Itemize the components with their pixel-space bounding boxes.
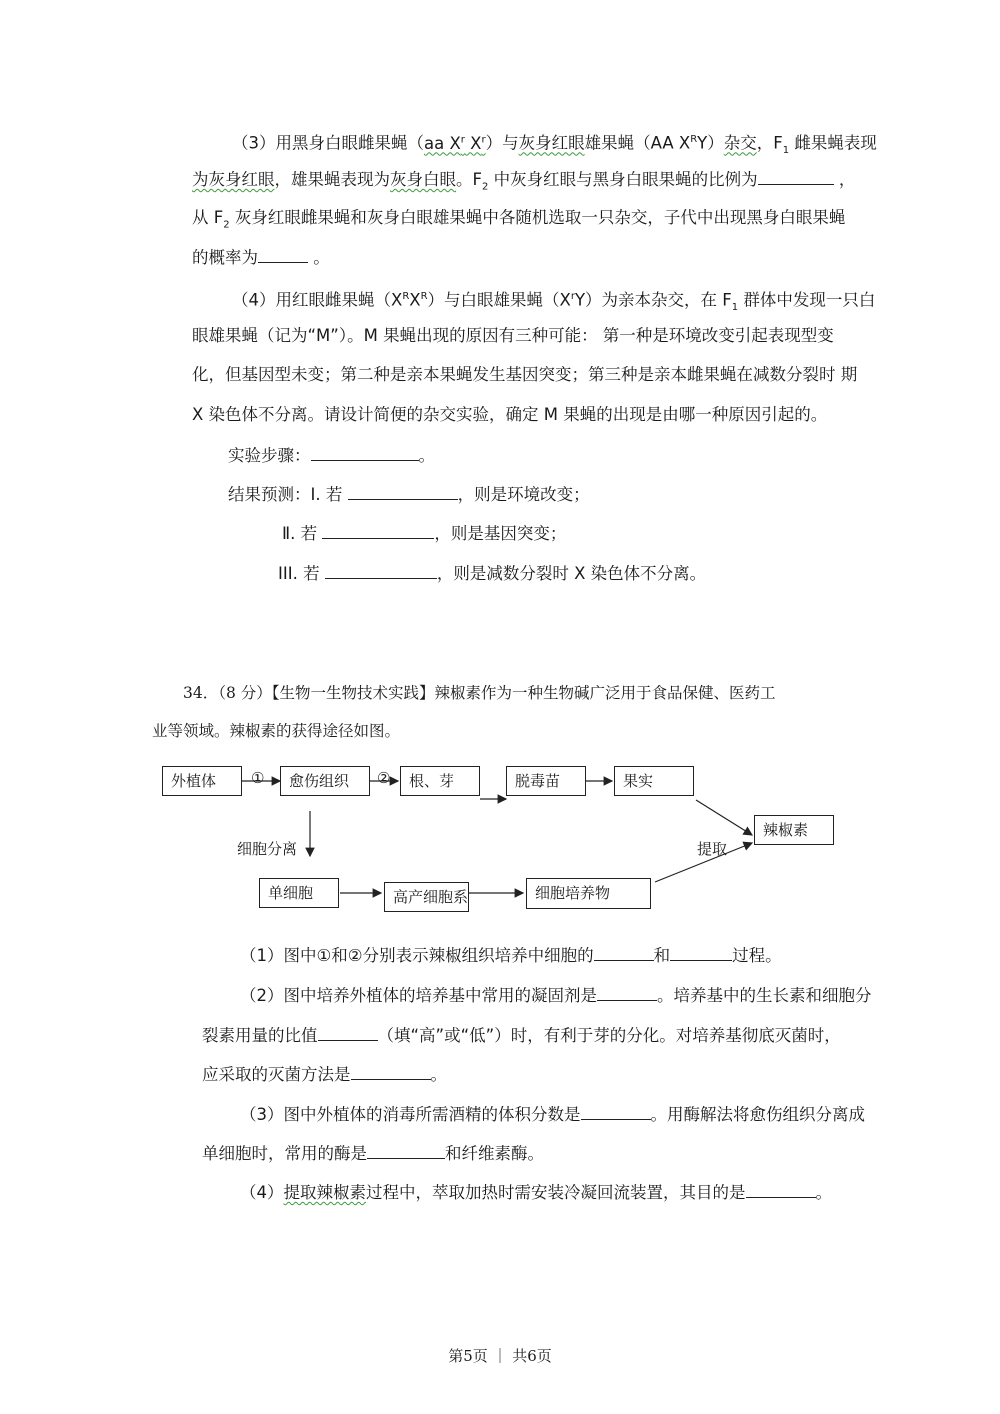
q3-line-4: 的概率为 。 xyxy=(192,248,330,267)
answer-blank[interactable] xyxy=(351,1063,431,1080)
answer-blank[interactable] xyxy=(594,944,654,961)
q34-part-2-line-1: （2）图中培养外植体的培养基中常用的凝固剂是 。培养基中的生长素和细胞分 xyxy=(240,986,872,1005)
experiment-steps: 实验步骤： 。 xyxy=(228,446,435,465)
step-2-label: ② xyxy=(377,769,391,787)
q4-line-2: 眼雄果蝇（记为“M”）。M 果蝇出现的原因有三种可能： 第一种是环境改变引起表现型变 xyxy=(192,326,834,345)
node-explant: 外植体 xyxy=(162,766,242,796)
q4-line-1: （4）用红眼雌果蝇$(X^RX^R)$与白眼雄果蝇$(X^rY)$为亲本杂交，在 $F_1$ 群体中发现一只白 xyxy=(232,290,876,313)
q34-part-1: （1）图中①和②分别表示辣椒组织培养中细胞的 和 过程。 xyxy=(240,946,782,965)
page-footer: 第5页 ｜ 共6页 xyxy=(448,1347,552,1365)
q34-part-3-line-2: 单细胞时，常用的酶是 和纤维素酶。 xyxy=(202,1144,544,1163)
node-root-bud: 根、芽 xyxy=(400,766,480,796)
node-high-yield: 高产细胞系 xyxy=(384,882,469,912)
node-virus-free: 脱毒苗 xyxy=(506,766,586,796)
cell-separation-label: 细胞分离 xyxy=(237,840,298,858)
q34-part-2-line-2: 裂素用量的比值 （填“高”或“低”）时，有利于芽的分化。对培养基彻底灭菌时， xyxy=(202,1026,841,1045)
q34-part-4: （4）提取辣椒素过程中，萃取加热时需安装冷凝回流装置，其目的是 。 xyxy=(240,1183,832,1202)
q4-line-3: 化，但基因型未变；第二种是亲本果蝇发生基因突变；第三种是亲本雌果蝇在减数分裂时 期 xyxy=(192,365,858,384)
q34-intro-line-1: 34．（8 分）【生物一生物技术实践】辣椒素作为一种生物碱广泛用于食品保健、医药工 xyxy=(183,684,776,702)
q3-line-3: 从 $F_2$ 灰身红眼雌果蝇和灰身白眼雄果蝇中各随机选取一只杂交，子代中出现黑身白眼果蝇 xyxy=(192,208,846,231)
q3-line-2: 为灰身红眼，雄果蝇表现为灰身白眼。$F_2$ 中灰身红眼与黑身白眼果蝇的比例为 ， xyxy=(192,170,856,193)
answer-blank[interactable] xyxy=(367,1142,445,1159)
node-capsaicin: 辣椒素 xyxy=(754,815,834,845)
node-single-cell: 单细胞 xyxy=(259,878,339,908)
extract-label: 提取 xyxy=(697,840,728,858)
q34-part-3-line-1: （3）图中外植体的消毒所需酒精的体积分数是 。用酶解法将愈伤组织分离成 xyxy=(240,1105,865,1124)
answer-blank[interactable] xyxy=(597,984,657,1001)
answer-blank[interactable] xyxy=(670,944,732,961)
q34-part-2-line-3: 应采取的灭菌方法是 。 xyxy=(202,1065,447,1084)
arrow-fruit-capsaicin xyxy=(696,800,752,835)
answer-blank[interactable] xyxy=(318,1024,378,1041)
result-prediction-3: III. 若 ，则是减数分裂时 X 染色体不分离。 xyxy=(278,564,707,583)
node-fruit: 果实 xyxy=(614,766,694,796)
q4-line-4: X 染色体不分离。请设计简便的杂交实验，确定 M 果蝇的出现是由哪一种原因引起的。 xyxy=(192,405,828,424)
node-callus: 愈伤组织 xyxy=(280,766,370,796)
step-1-label: ① xyxy=(251,769,265,787)
answer-blank[interactable] xyxy=(746,1181,816,1198)
result-prediction-2: Ⅱ. 若 ，则是基因突变； xyxy=(282,524,567,543)
q3-line-1: （3）用黑身白眼雌果蝇（aa $X^r$ $X^r$）与灰身红眼雄果蝇（AA $X^RY$）杂交，$F_1$ 雌果蝇表现 xyxy=(232,133,877,156)
genotype-female: aa $X^r$ $X^r$ xyxy=(424,133,486,153)
result-prediction-1: 结果预测：Ⅰ. 若 ，则是环境改变； xyxy=(228,485,590,504)
node-cell-culture: 细胞培养物 xyxy=(526,878,651,909)
answer-blank[interactable] xyxy=(581,1103,651,1120)
q34-intro-line-2: 业等领域。辣椒素的获得途径如图。 xyxy=(152,722,401,740)
